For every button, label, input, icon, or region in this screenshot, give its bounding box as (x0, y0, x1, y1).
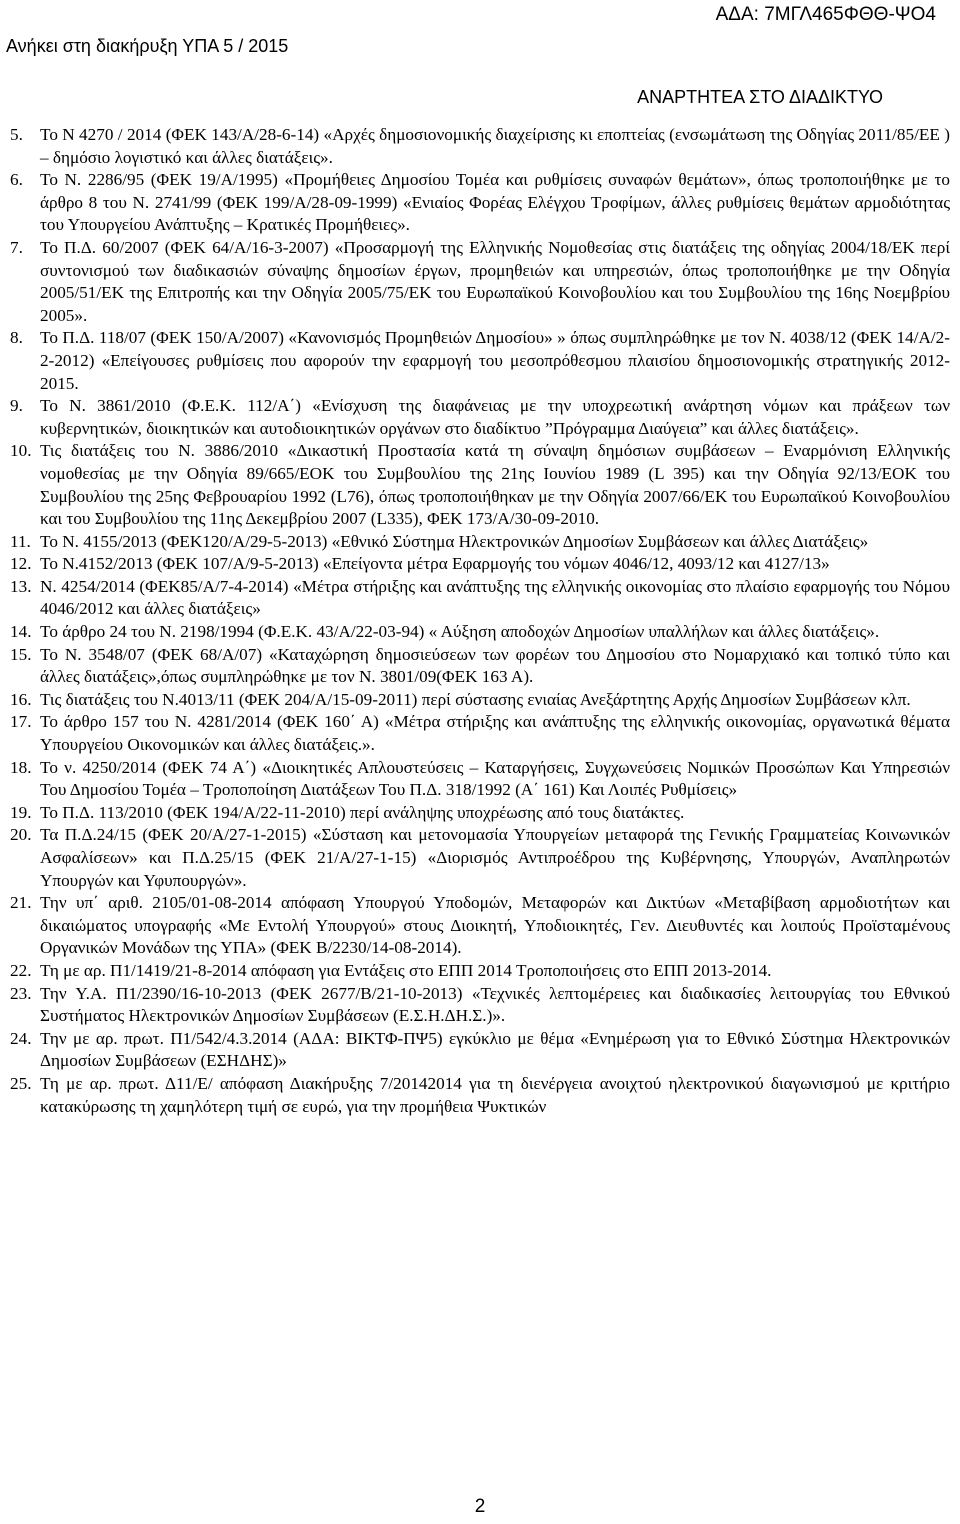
list-item (10, 440, 950, 530)
list-item (10, 553, 950, 576)
legal-references-list (10, 124, 950, 1118)
list-item-number: 7. (10, 237, 23, 257)
list-item-number: 12. (10, 554, 32, 574)
list-item-number: 11. (10, 531, 31, 551)
list-item-text: Το Π.Δ. 118/07 (ΦΕΚ 150/Α/2007) «Κανονισμός Προμηθειών Δημοσίου» » όπως συμπληρώθηκε με τον Ν. 4038/12 (ΦΕΚ 14/Α/2-2-2012) «Επείγουσες ρυθμίσεις που αφορούν την εφαρμογή του μεσοπρόθεσμου πλαισίου δημοσιονομικής στρατηγικής 2012-2015. (40, 328, 950, 393)
list-item-text: Το ν. 4250/2014 (ΦΕΚ 74 Α΄) «Διοικητικές Απλουστεύσεις – Καταργήσεις, Συγχωνεύσεις Νομικών Προσώπων Και Υπηρεσιών Του Δημοσίου Τομέα – Τροποποίηση Διατάξεων Του Π.Δ. 318/1992 (Α΄ 161) Και Λοιπές Ρυθμίσεις» (40, 757, 950, 800)
header-posting-note: ΑΝΑΡΤΗΤΕΑ ΣΤΟ ΔΙΑΔΙΚΤΥΟ (637, 87, 883, 107)
list-item-number: 16. (10, 689, 32, 709)
list-item (10, 237, 950, 327)
list-item-text: Το Ν. 3861/2010 (Φ.Ε.Κ. 112/Α΄) «Ενίσχυση της διαφάνειας με την υποχρεωτική ανάρτηση νόμων και πράξεων των κυβερνητικών, διοικητικών και αυτοδιοικητικών οργάνων στο διαδίκτυο ”Πρόγραμμα Διαύγεια” και άλλες διατάξεις». (40, 396, 950, 438)
list-item (10, 327, 950, 395)
list-item (10, 757, 950, 802)
list-item-number: 20. (10, 825, 32, 845)
list-item (10, 124, 950, 169)
header-distribution-note: Ανήκει στη διακήρυξη ΥΠΑ 5 / 2015 (6, 36, 289, 56)
list-item-text: Το Ν.4152/2013 (ΦΕΚ 107/Α/9-5-2013) «Επείγοντα μέτρα Εφαρμογής του νόμων 4046/12, 4093/12 και 4127/13» (40, 554, 830, 574)
list-item-number: 19. (10, 802, 32, 822)
list-item (10, 892, 950, 960)
list-item-number: 14. (10, 622, 32, 642)
list-item-text: Τη με αρ. Π1/1419/21-8-2014 απόφαση για Εντάξεις στο ΕΠΠ 2014 Τροποποιήσεις στο ΕΠΠ 2013-2014. (40, 960, 772, 980)
list-item-text: Τις διατάξεις του Ν.4013/11 (ΦΕΚ 204/Α/15-09-2011) περί σύστασης ενιαίας Ανεξάρτητης Αρχής Δημοσίων Συμβάσεων κλπ. (40, 689, 911, 709)
list-item-number: 13. (10, 576, 32, 596)
list-item-number: 9. (10, 396, 23, 416)
list-item (10, 576, 950, 621)
list-item-number: 5. (10, 125, 23, 144)
list-item-text: Το Π.Δ. 113/2010 (ΦΕΚ 194/Α/22-11-2010) περί ανάληψης υποχρέωσης από τους διατάκτες. (40, 802, 685, 822)
list-item-text: Το Ν. 3548/07 (ΦΕΚ 68/Α/07) «Καταχώρηση δημοσιεύσεων των φορέων του Δημοσίου στο Νομαρχιακό και τοπικό τύπο και άλλες διατάξεις»,όπως συμπληρώθηκε με τον Ν. 3801/09(ΦΕΚ 163 Α). (40, 644, 950, 687)
list-item (10, 395, 950, 440)
list-item-number: 18. (10, 757, 32, 777)
list-item-text: Την Υ.Α. Π1/2390/16-10-2013 (ΦΕΚ 2677/Β/21-10-2013) «Τεχνικές λεπτομέρειες και διαδικασίες λειτουργίας του Εθνικού Συστήματος Ηλεκτρονικών Δημοσίων Συμβάσεων (Ε.Σ.Η.ΔΗ.Σ.)». (40, 983, 950, 1026)
list-item (10, 531, 950, 554)
list-item-text: Το άρθρο 24 του Ν. 2198/1994 (Φ.Ε.Κ. 43/Α/22-03-94) « Αύξηση αποδοχών Δημοσίων υπαλλήλων και άλλες διατάξεις». (40, 622, 880, 642)
header-ada-code: ΑΔΑ: 7ΜΓΛ465ΦΘΘ-ΨΟ4 (715, 4, 936, 25)
list-item-text: Τα Π.Δ.24/15 (ΦΕΚ 20/Α/27-1-2015) «Σύσταση και μετονομασία Υπουργείων μεταφορά της Γενικής Γραμματείας Κοινωνικών Ασφαλίσεων» και Π.Δ.25/15 (ΦΕΚ 21/Α/27-1-15) «Διορισμός Αντιπροέδρου της Κυβέρνησης, Υπουργών, Αναπληρωτών Υπουργών και Υφυπουργών». (40, 825, 950, 890)
list-item-text: Ν. 4254/2014 (ΦΕΚ85/Α/7-4-2014) «Μέτρα στήριξης και ανάπτυξης της ελληνικής οικονομίας στο πλαίσιο εφαρμογής του Νόμου 4046/2012 και άλλες διατάξεις» (40, 576, 950, 619)
list-item (10, 802, 950, 825)
list-item-number: 10. (10, 441, 32, 461)
list-item-number: 25. (10, 1073, 32, 1093)
list-item (10, 824, 950, 892)
list-item-number: 6. (10, 170, 23, 190)
list-item (10, 711, 950, 756)
list-item-text: Το Ν 4270 / 2014 (ΦΕΚ 143/Α/28-6-14) «Αρχές δημοσιονομικής διαχείρισης κι εποπτείας (ενσωμάτωση της Οδηγίας 2011/85/ΕΕ ) – δημόσιο λογιστικό και άλλες διατάξεις». (40, 125, 950, 167)
list-item (10, 169, 950, 237)
list-item-number: 21. (10, 893, 32, 913)
list-item-text: Την με αρ. πρωτ. Π1/542/4.3.2014 (ΑΔΑ: ΒΙΚΤΦ-ΠΨ5) εγκύκλιο με θέμα «Ενημέρωση για το Εθνικό Σύστημα Ηλεκτρονικών Δημοσίων Συμβάσεων (ΕΣΗΔΗΣ)» (40, 1028, 950, 1071)
list-item-text: Το Ν. 2286/95 (ΦΕΚ 19/Α/1995) «Προμήθειες Δημοσίου Τομέα και ρυθμίσεις συναφών θεμάτων», όπως τροποποιήθηκε με το άρθρο 8 του Ν. 2741/99 (ΦΕΚ 199/Α/28-09-1999) «Ενιαίος Φορέας Ελέγχου Τροφίμων, άλλες ρυθμίσεις θεμάτων αρμοδιότητας του Υπουργείου Ανάπτυξης – Κρατικές Προμήθειες». (40, 170, 950, 235)
list-item-number: 24. (10, 1028, 32, 1048)
list-item (10, 621, 950, 644)
list-item (10, 689, 950, 712)
list-item-text: Το Ν. 4155/2013 (ΦΕΚ120/Α/29-5-2013) «Εθνικό Σύστημα Ηλεκτρονικών Δημοσίων Συμβάσεων και άλλες Διατάξεις» (40, 531, 869, 551)
list-item-text: Τις διατάξεις του Ν. 3886/2010 «Δικαστική Προστασία κατά τη σύναψη δημόσιων συμβάσεων – Εναρμόνιση Ελληνικής νομοθεσίας με την Οδηγία 89/665/ΕΟΚ του Συμβουλίου της 21ης Ιουνίου 1989 (L 395) και την Οδηγία 92/13/ΕΟΚ του Συμβουλίου της 25ης Φεβρουαρίου 1992 (L76), όπως τροποποιήθηκαν με την Οδηγία 2007/66/ΕΚ του Ευρωπαϊκού Κοινοβουλίου και του Συμβουλίου της 11ης Δεκεμβρίου 2007 (L335), ΦΕΚ 173/Α/30-09-2010. (40, 441, 950, 529)
page-number: 2 (474, 1496, 486, 1517)
list-item-text: Το Π.Δ. 60/2007 (ΦΕΚ 64/Α/16-3-2007) «Προσαρμογή της Ελληνικής Νομοθεσίας στις διατάξεις της οδηγίας 2004/18/ΕΚ περί συντονισμού των διαδικασιών σύναψης δημοσίων έργων, προμηθειών και υπηρεσιών, όπως τροποποιήθηκε με την Οδηγία 2005/51/ΕΚ της Επιτροπής και την Οδηγία 2005/75/ΕΚ του Ευρωπαϊκού Κοινοβουλίου και του Συμβουλίου της 16ης Νοεμβρίου 2005». (40, 237, 950, 325)
list-item (10, 960, 950, 983)
list-item-number: 15. (10, 644, 32, 664)
list-item-number: 17. (10, 712, 32, 732)
list-item-text: Τη με αρ. πρωτ. Δ11/Ε/ απόφαση Διακήρυξης 7/20142014 για τη διενέργεια ανοιχτού ηλεκτρονικού διαγωνισμού με κριτήριο κατακύρωσης τη χαμηλότερη τιμή σε ευρώ, για την προμήθεια Ψυκτικών (40, 1073, 950, 1116)
list-item (10, 1073, 950, 1118)
list-item (10, 1028, 950, 1073)
list-item (10, 983, 950, 1028)
list-item-number: 22. (10, 960, 32, 980)
list-item-text: Την υπ΄ αριθ. 2105/01-08-2014 απόφαση Υπουργού Υποδομών, Μεταφορών και Δικτύων «Μεταβίβαση αρμοδιοτήτων και δικαιώματος υπογραφής «Με Εντολή Υπουργού» στους Διοικητή, Υποδιοικητές, Γεν. Διευθυντές και λοιπούς Προϊσταμένους Οργανικών Μονάδων της ΥΠΑ» (ΦΕΚ Β/2230/14-08-2014). (40, 893, 950, 958)
list-item-text: Το άρθρο 157 του Ν. 4281/2014 (ΦΕΚ 160΄ Α) «Μέτρα στήριξης και ανάπτυξης της ελληνικής οικονομίας, οργανωτικά θέματα Υπουργείου Οικονομικών και άλλες διατάξεις.». (40, 712, 950, 755)
list-item-number: 23. (10, 983, 32, 1003)
list-item-number: 8. (10, 328, 23, 348)
list-item (10, 644, 950, 689)
